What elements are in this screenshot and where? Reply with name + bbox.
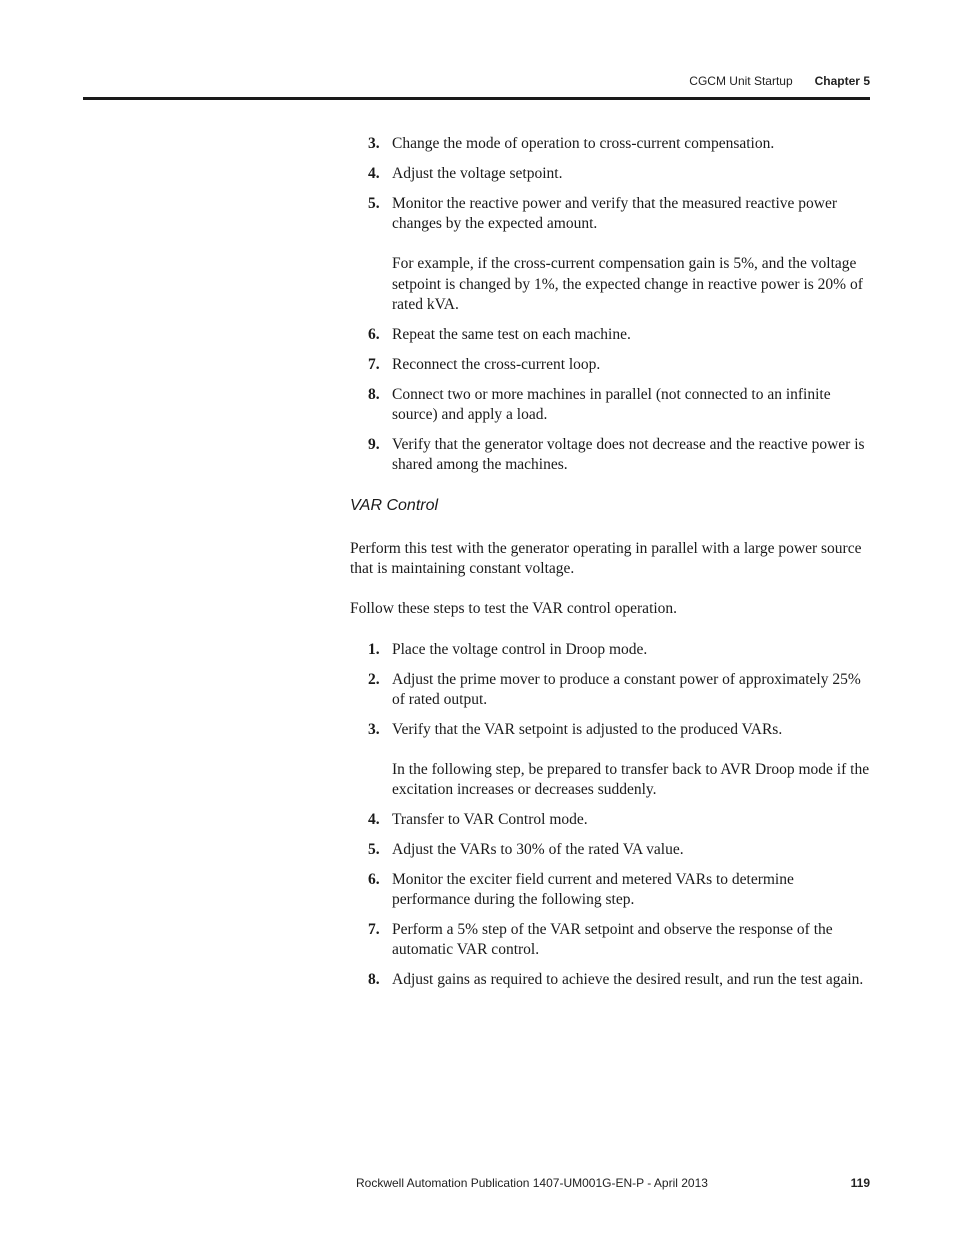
list-item bbox=[350, 640, 870, 660]
step-text: Adjust the VARs to 30% of the rated VA value. bbox=[392, 841, 684, 859]
step-list-cross-current bbox=[350, 134, 870, 475]
step-number: 6. bbox=[368, 870, 380, 888]
step-text: Monitor the exciter field current and metered VARs to determine performance during the following step. bbox=[392, 870, 794, 909]
list-item bbox=[350, 385, 870, 426]
step-number: 3. bbox=[368, 720, 380, 738]
list-item bbox=[350, 840, 870, 860]
list-item bbox=[350, 164, 870, 184]
step-text: Verify that the generator voltage does not decrease and the reactive power is shared among the machines. bbox=[392, 435, 865, 474]
list-item bbox=[350, 670, 870, 711]
list-item bbox=[350, 970, 870, 990]
step-text: Transfer to VAR Control mode. bbox=[392, 811, 588, 829]
list-item bbox=[350, 325, 870, 345]
step-text: Change the mode of operation to cross-current compensation. bbox=[392, 135, 775, 152]
step-number: 8. bbox=[368, 971, 380, 989]
step-number: 2. bbox=[368, 670, 380, 688]
step-note: In the following step, be prepared to transfer back to AVR Droop mode if the excitation increases or decreases suddenly. bbox=[392, 760, 870, 799]
header-chapter-label: Chapter 5 bbox=[814, 74, 870, 88]
step-number: 3. bbox=[368, 135, 380, 152]
list-item bbox=[350, 134, 870, 154]
step-text: Place the voltage control in Droop mode. bbox=[392, 640, 648, 658]
list-item bbox=[350, 920, 870, 961]
page-content bbox=[350, 134, 870, 1000]
step-text: Repeat the same test on each machine. bbox=[392, 325, 631, 343]
step-text: Monitor the reactive power and verify that the measured reactive power changes by the expected amount. bbox=[392, 194, 838, 233]
steps-lead-paragraph: Follow these steps to test the VAR control operation. bbox=[350, 600, 678, 618]
step-number: 4. bbox=[368, 811, 380, 829]
section-intro-paragraph: Perform this test with the generator operating in parallel with a large power source that is maintaining constant voltage. bbox=[350, 539, 862, 578]
step-text: Adjust the prime mover to produce a constant power of approximately 25% of rated output. bbox=[392, 670, 861, 708]
list-item bbox=[350, 810, 870, 830]
step-text: Adjust the voltage setpoint. bbox=[392, 164, 563, 182]
step-number: 5. bbox=[368, 194, 380, 212]
list-item bbox=[350, 355, 870, 375]
list-item bbox=[350, 720, 870, 801]
step-text: Verify that the VAR setpoint is adjusted to the produced VARs. bbox=[392, 720, 783, 738]
step-number: 8. bbox=[368, 385, 380, 403]
list-item bbox=[350, 870, 870, 911]
list-item bbox=[350, 435, 870, 476]
step-text: Perform a 5% step of the VAR setpoint and observe the response of the automatic VAR control. bbox=[392, 921, 833, 959]
step-number: 6. bbox=[368, 325, 380, 343]
running-header bbox=[689, 74, 870, 88]
list-item bbox=[350, 194, 870, 315]
step-number: 9. bbox=[368, 435, 380, 453]
step-note: For example, if the cross-current compensation gain is 5%, and the voltage setpoint is changed by 1%, the expected change in reactive power is 20% of rated kVA. bbox=[392, 255, 863, 313]
step-number: 5. bbox=[368, 841, 380, 859]
step-number: 1. bbox=[368, 640, 380, 658]
step-number: 7. bbox=[368, 355, 380, 373]
section-heading-var-control: VAR Control bbox=[350, 497, 439, 515]
step-text: Adjust gains as required to achieve the desired result, and run the test again. bbox=[392, 971, 864, 989]
step-text: Connect two or more machines in parallel (not connected to an infinite source) and apply a load. bbox=[392, 385, 831, 423]
publication-id: Rockwell Automation Publication 1407-UM001G-EN-P - April 2013 bbox=[356, 1176, 708, 1190]
step-list-var-control bbox=[350, 640, 870, 991]
step-number: 7. bbox=[368, 921, 380, 939]
page-number: 119 bbox=[850, 1176, 870, 1190]
header-rule bbox=[83, 97, 870, 100]
step-number: 4. bbox=[368, 164, 380, 182]
step-text: Reconnect the cross-current loop. bbox=[392, 355, 601, 373]
header-section-title: CGCM Unit Startup bbox=[689, 74, 793, 88]
